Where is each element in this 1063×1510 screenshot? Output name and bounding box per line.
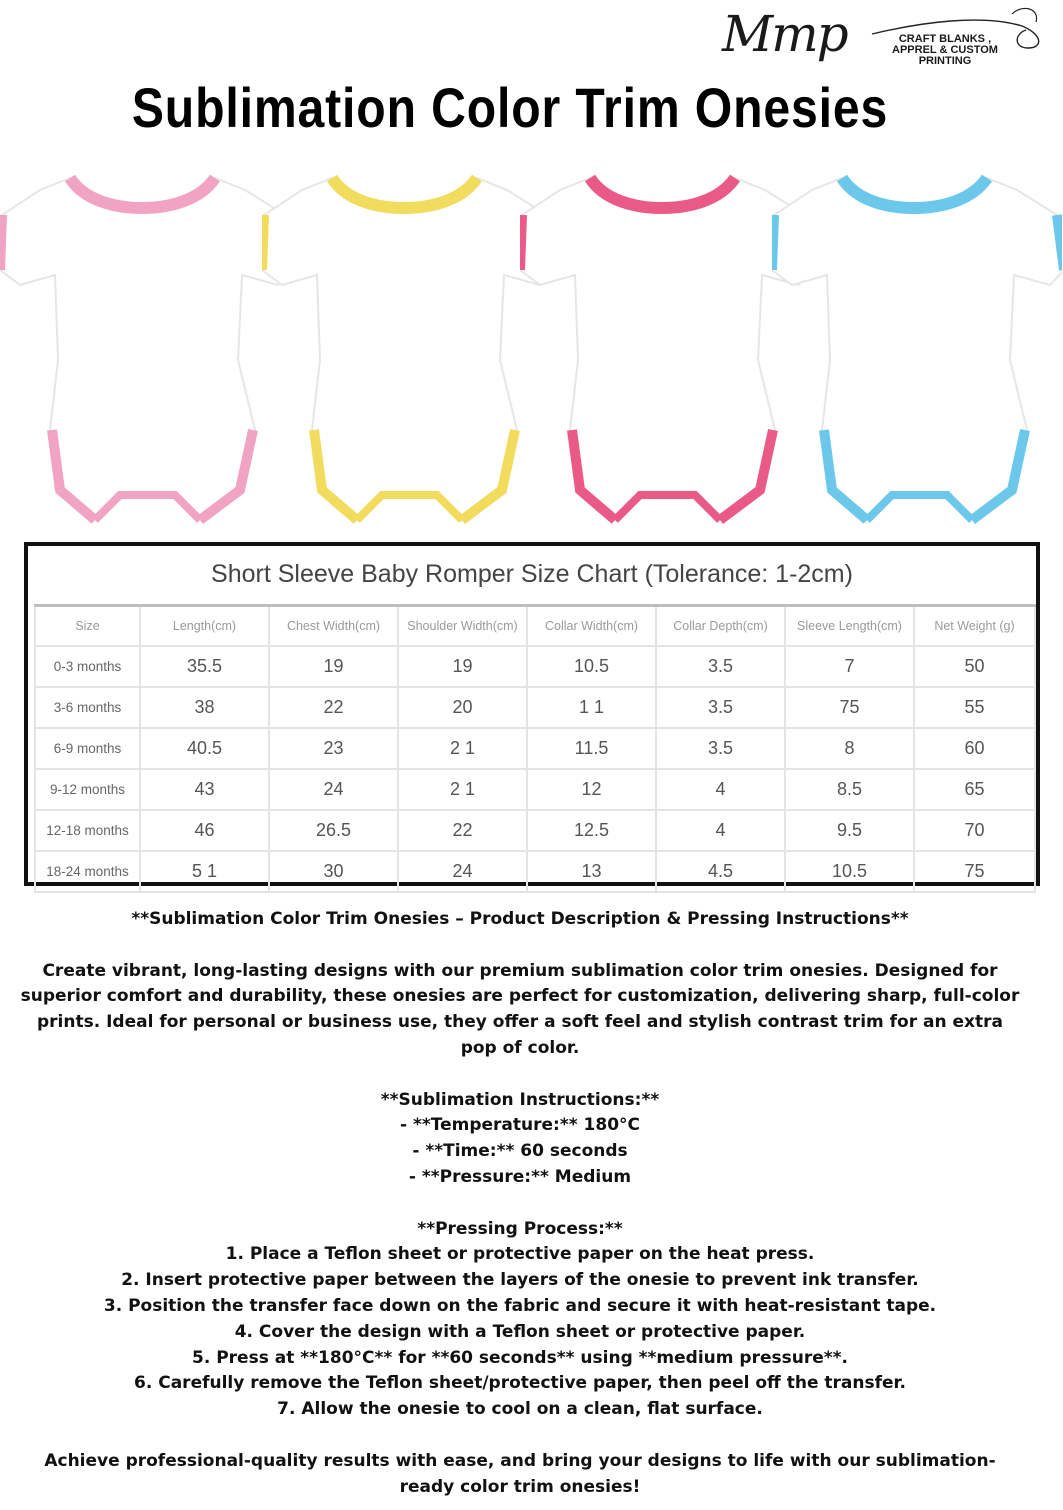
table-cell: 2 1 <box>398 769 527 810</box>
column-header: Shoulder Width(cm) <box>398 606 527 647</box>
table-header-row <box>35 606 1035 647</box>
table-cell: 12-18 months <box>35 810 140 851</box>
table-cell: 12.5 <box>527 810 656 851</box>
table-cell: 26.5 <box>269 810 398 851</box>
size-chart-title: Short Sleeve Baby Romper Size Chart (Tolerance: 1-2cm) <box>211 560 853 588</box>
table-cell: 30 <box>269 851 398 892</box>
table-cell: 75 <box>785 687 914 728</box>
table-cell: 13 <box>527 851 656 892</box>
table-row <box>35 646 1035 687</box>
table-row <box>35 687 1035 728</box>
table-cell: 8.5 <box>785 769 914 810</box>
instruction-line: - **Temperature:** 180°C <box>400 1115 640 1136</box>
process-step: 5. Press at **180°C** for **60 seconds** using **medium pressure**. <box>192 1347 848 1368</box>
description-closing: Achieve professional-quality results with ease, and bring your designs to life with our sublimation-ready color trim onesies! <box>44 1450 996 1497</box>
table-cell: 19 <box>398 646 527 687</box>
yellow-onesie-image <box>262 160 552 535</box>
table-cell: 7 <box>785 646 914 687</box>
table-cell: 23 <box>269 728 398 769</box>
table-cell: 22 <box>269 687 398 728</box>
size-chart-table <box>34 604 1036 893</box>
brand-logo <box>722 4 1052 70</box>
table-cell: 5 1 <box>140 851 269 892</box>
table-cell: 0-3 months <box>35 646 140 687</box>
size-chart <box>24 542 1040 886</box>
column-header: Net Weight (g) <box>914 606 1035 647</box>
page-title: Sublimation Color Trim Onesies <box>131 76 889 139</box>
process-step: 6. Carefully remove the Teflon sheet/protective paper, then peel off the transfer. <box>134 1373 906 1394</box>
table-cell: 9-12 months <box>35 769 140 810</box>
column-header: Collar Width(cm) <box>527 606 656 647</box>
column-header: Size <box>35 606 140 647</box>
description-heading: **Sublimation Color Trim Onesies – Product Description & Pressing Instructions** <box>131 909 909 929</box>
table-cell: 3.5 <box>656 646 785 687</box>
process-step: 4. Cover the design with a Teflon sheet or protective paper. <box>234 1321 806 1342</box>
table-cell: 9.5 <box>785 810 914 851</box>
table-cell: 70 <box>914 810 1035 851</box>
table-cell: 22 <box>398 810 527 851</box>
instruction-line: - **Time:** 60 seconds <box>412 1141 628 1162</box>
table-cell: 60 <box>914 728 1035 769</box>
logo-tagline: CRAFT BLANKS , APPREL & CUSTOM PRINTING <box>892 33 998 67</box>
table-row <box>35 851 1035 892</box>
table-cell: 19 <box>269 646 398 687</box>
table-cell: 18-24 months <box>35 851 140 892</box>
table-cell: 75 <box>914 851 1035 892</box>
table-cell: 1 1 <box>527 687 656 728</box>
onesie-product-photos <box>0 160 1063 535</box>
table-cell: 50 <box>914 646 1035 687</box>
table-cell: 2 1 <box>398 728 527 769</box>
column-header: Chest Width(cm) <box>269 606 398 647</box>
table-cell: 6-9 months <box>35 728 140 769</box>
table-cell: 4 <box>656 810 785 851</box>
logo-script: Mmp <box>722 5 847 63</box>
table-cell: 24 <box>398 851 527 892</box>
table-cell: 43 <box>140 769 269 810</box>
table-cell: 20 <box>398 687 527 728</box>
column-header: Collar Depth(cm) <box>656 606 785 647</box>
instructions-heading: **Sublimation Instructions:** <box>380 1089 660 1110</box>
table-cell: 3.5 <box>656 687 785 728</box>
process-step: 2. Insert protective paper between the layers of the onesie to prevent ink transfer. <box>121 1270 919 1291</box>
process-step: 1. Place a Teflon sheet or protective paper on the heat press. <box>225 1244 815 1265</box>
table-cell: 55 <box>914 687 1035 728</box>
table-cell: 65 <box>914 769 1035 810</box>
table-cell: 40.5 <box>140 728 269 769</box>
process-step: 3. Position the transfer face down on the fabric and secure it with heat-resistant tape. <box>103 1295 937 1316</box>
table-cell: 3.5 <box>656 728 785 769</box>
product-description <box>20 907 1020 1500</box>
table-row <box>35 810 1035 851</box>
column-header: Length(cm) <box>140 606 269 647</box>
column-header: Sleeve Length(cm) <box>785 606 914 647</box>
table-cell: 38 <box>140 687 269 728</box>
table-cell: 8 <box>785 728 914 769</box>
blue-onesie-image <box>772 160 1062 535</box>
table-cell: 35.5 <box>140 646 269 687</box>
rose-onesie-image <box>520 160 810 535</box>
process-heading: **Pressing Process:** <box>417 1218 623 1239</box>
table-row <box>35 728 1035 769</box>
table-cell: 10.5 <box>527 646 656 687</box>
table-cell: 11.5 <box>527 728 656 769</box>
table-row <box>35 769 1035 810</box>
table-cell: 46 <box>140 810 269 851</box>
description-intro: Create vibrant, long-lasting designs with our premium sublimation color trim onesies. Designed for superior comfort and durability, these onesies are perfect for customization, delivering sharp, full-color prints. Ideal for personal or business use, they offer a soft feel and stylish contrast trim for an extra pop of color. <box>20 960 1020 1058</box>
logo-flourish-icon <box>722 4 1052 70</box>
table-cell: 10.5 <box>785 851 914 892</box>
instruction-line: - **Pressure:** Medium <box>408 1166 632 1187</box>
process-step: 7. Allow the onesie to cool on a clean, flat surface. <box>277 1399 763 1420</box>
table-cell: 3-6 months <box>35 687 140 728</box>
table-cell: 4.5 <box>656 851 785 892</box>
table-cell: 24 <box>269 769 398 810</box>
table-cell: 12 <box>527 769 656 810</box>
table-cell: 4 <box>656 769 785 810</box>
pink-onesie-image <box>0 160 290 535</box>
